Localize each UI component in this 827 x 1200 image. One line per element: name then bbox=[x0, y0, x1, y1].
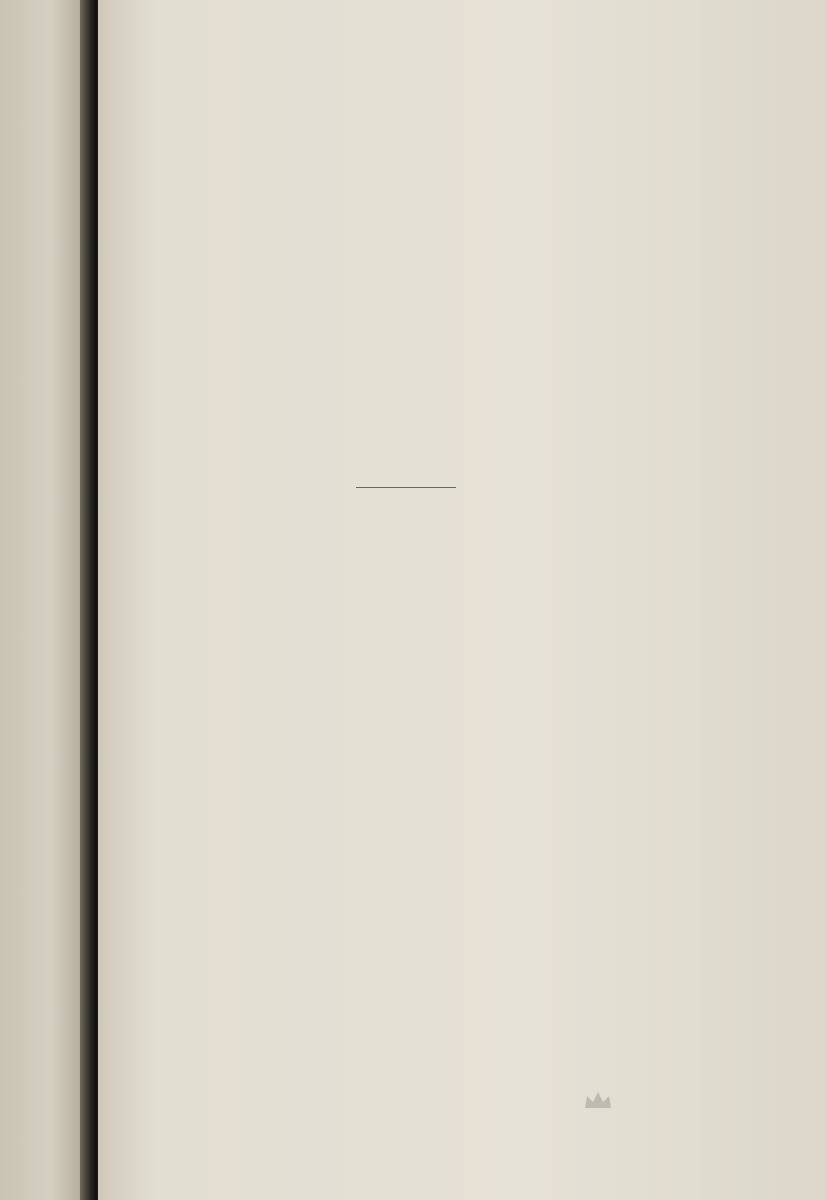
watermark bbox=[355, 1108, 755, 1110]
section-divider bbox=[356, 487, 456, 488]
right-page bbox=[98, 0, 827, 1200]
crown-icon bbox=[583, 1090, 613, 1110]
left-page bbox=[0, 0, 92, 1200]
